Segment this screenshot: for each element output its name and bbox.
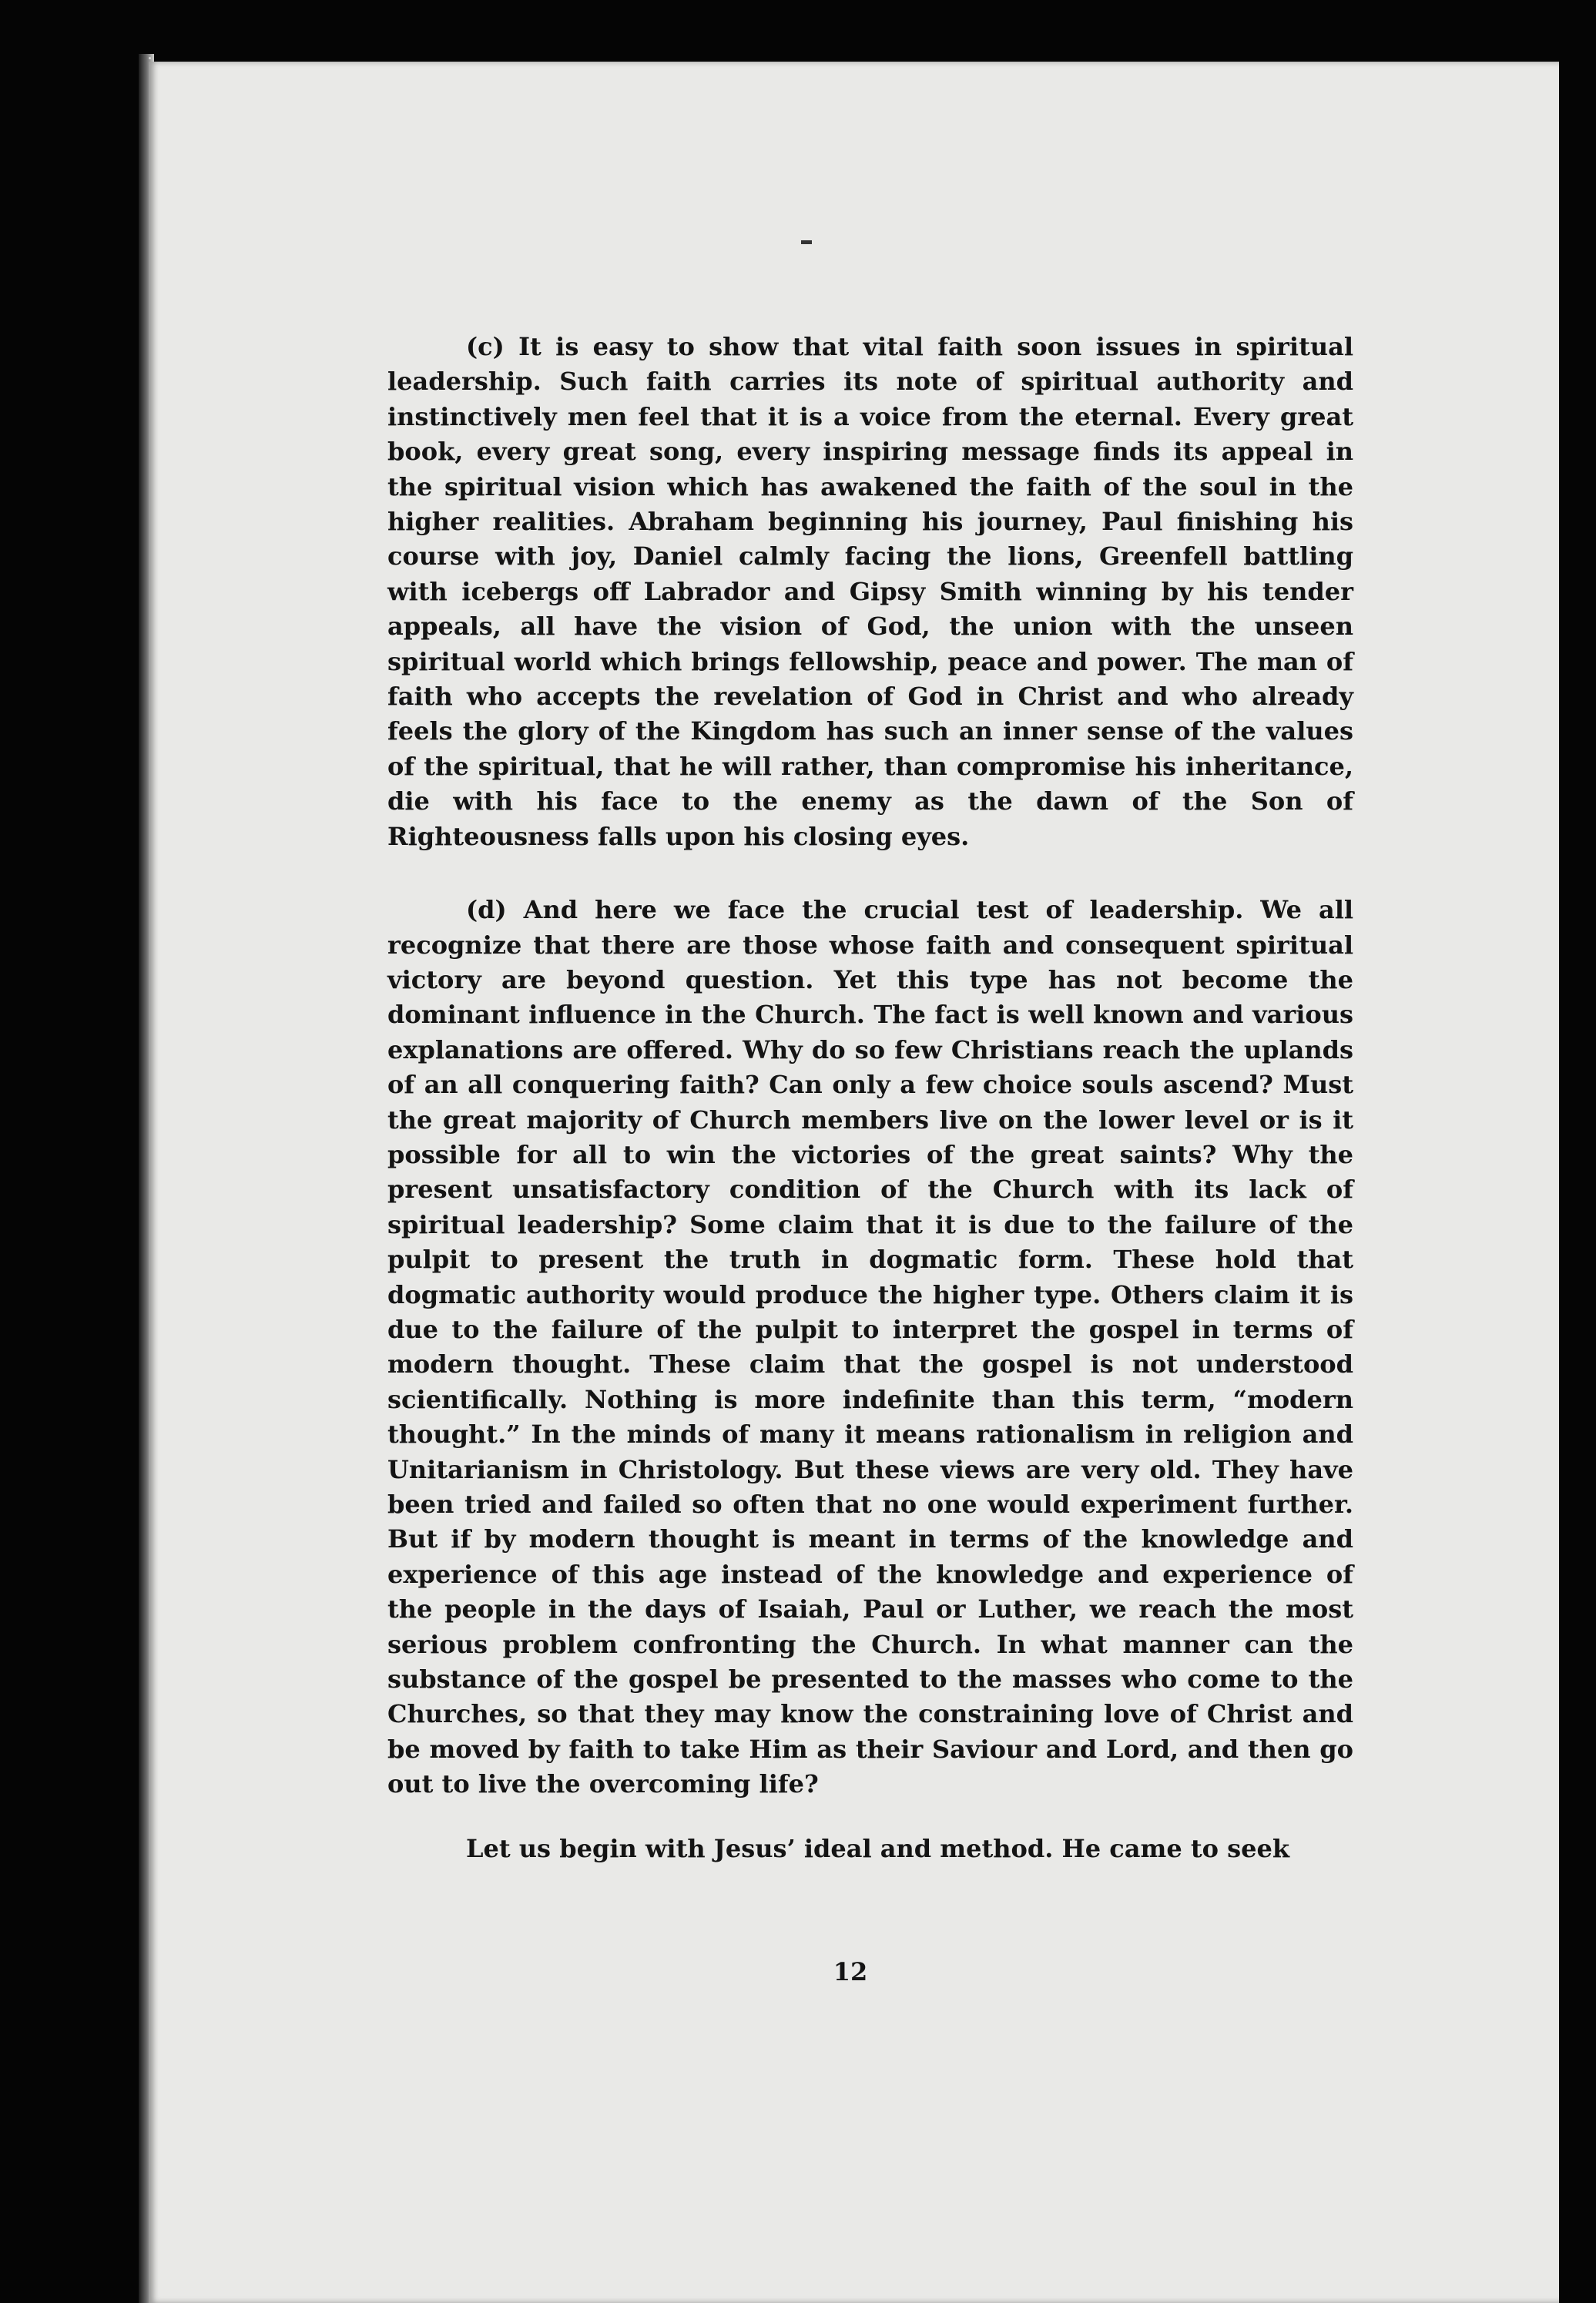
paragraph-continuation: Let us begin with Jesus’ ideal and method. He came to seek <box>466 1833 1290 1863</box>
page-top-mark <box>801 240 812 244</box>
paragraph-d: (d) And here we face the crucial test of leadership. We all recognize that there are those whose faith and consequent spiritual victory are beyond question. Yet this type has not become the dominant influence in the Church. The fact is well known and various explanations are offered. Why do so few Christians reach the uplands of an all conquering faith? Can only a few choice souls ascend? Must the great majority of Church members live on the lower level or is it possible for all to win the victories of the great saints? Why the present unsatisfactory condition of the Church with its lack of spiritual leadership? Some claim that it is due to the failure of the pulpit to present the truth in dogmatic form. These hold that dogmatic authority would produce the higher type. Others claim it is due to the failure of the pulpit to interpret the gospel in terms of modern thought. These claim that the gospel is not understood scientifically. Nothing is more indefinite than this term, “modern thought.” In the minds of many it means rationalism in religion and Unitarianism in Christology. But these views are very old. They have been tried and failed so often that no one would experiment further. But if by modern thought is meant in terms of the knowledge and experience of this age instead of the knowledge and experience of the people in the days of Isaiah, Paul or Luther, we reach the most serious problem confronting the Church. In what manner can the substance of the gospel be presented to the masses who come to the Churches, so that they may know the constraining love of Christ and be moved by faith to take Him as their Saviour and Lord, and then go out to live the overcoming life? <box>387 895 1353 1799</box>
page-number-text: 12 <box>833 1957 868 1986</box>
paragraph-c: (c) It is easy to show that vital faith soon issues in spiritual leadership. Such faith carries its note of spiritual authority and instinctively men feel that it is a voice from the eternal. Every great book, every great song, every inspiring message finds its appeal in the spiritual vision which has awakened the faith of the soul in the higher realities. Abraham beginning his journey, Paul finishing his course with joy, Daniel calmly facing the lions, Greenfell battling with icebergs off Labrador and Gipsy Smith winning by his tender appeals, all have the vision of God, the union with the unseen spiritual world which brings fellowship, peace and power. The man of faith who accepts the revelation of God in Christ and who already feels the glory of the Kingdom has such an inner sense of the values of the spiritual, that he will rather, than compromise his inheritance, die with his face to the enemy as the dawn of the Son of Righteousness falls upon his closing eyes. <box>387 332 1353 851</box>
page-body <box>387 330 1353 1866</box>
